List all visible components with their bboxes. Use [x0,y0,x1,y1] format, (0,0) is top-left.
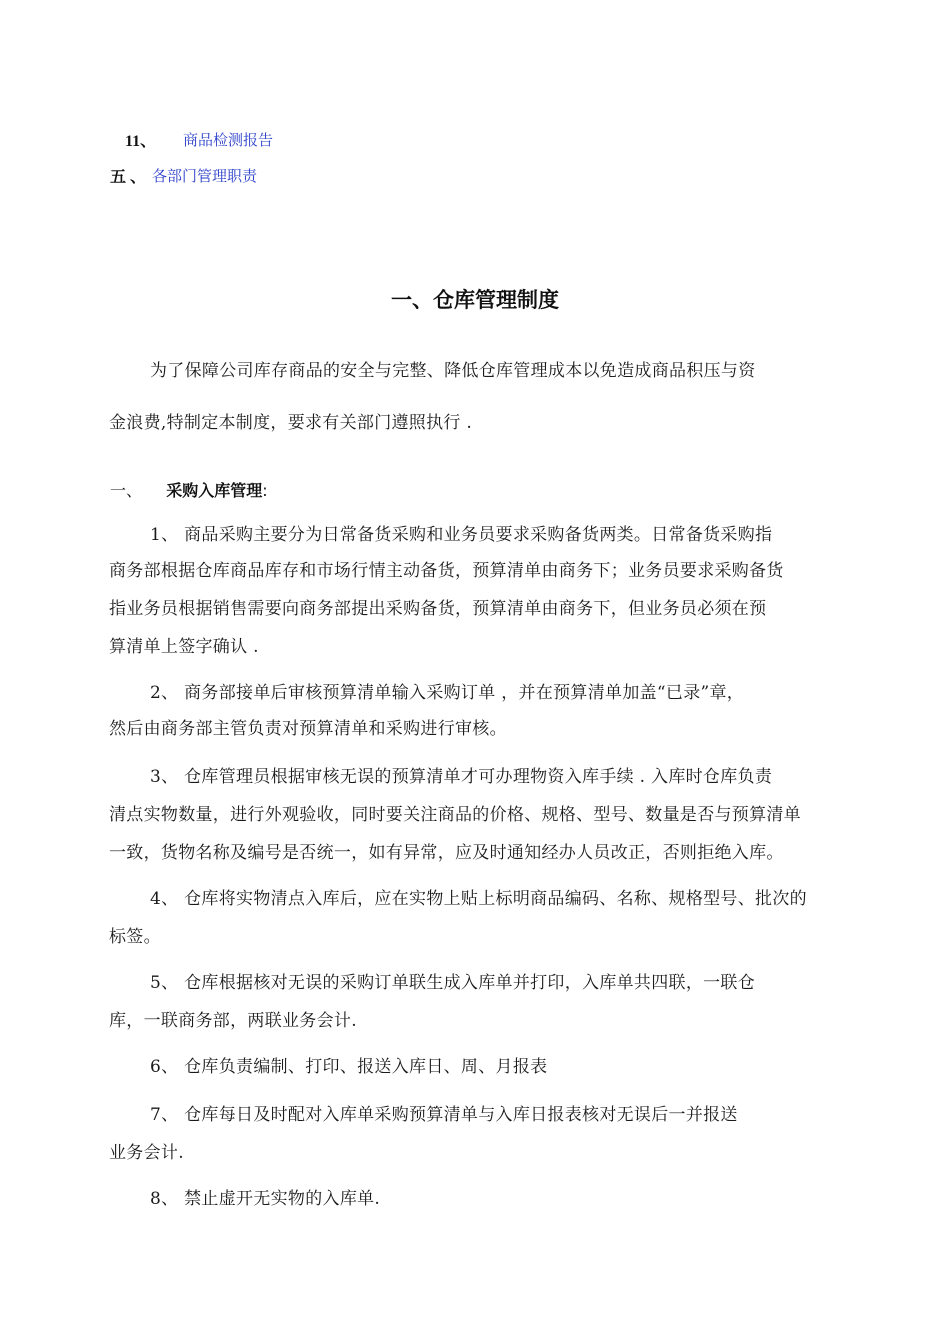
page-title: 一、仓库管理制度 [391,288,559,312]
toc-item-number: 五 、 [110,169,147,186]
paragraph-line: 一致，货物名称及编号是否统一，如有异常，应及时通知经办人员改正，否则拒绝入库。 [109,843,784,863]
paragraph-line: 指业务员根据销售需要向商务部提出采购备货，预算清单由商务下，但业务员必须在预 [109,599,767,619]
section-heading [110,478,268,501]
paragraph-line: 3、 仓库管理员根据审核无误的预算清单才可办理物资入库手续 . 入库时仓库负责 [150,767,773,787]
paragraph-line: 业务会计. [109,1143,184,1163]
paragraph-line: 8、 禁止虚开无实物的入库单. [150,1189,381,1209]
toc-link-inspection-report[interactable]: 商品检测报告 [183,131,274,149]
intro-line: 为了保障公司库存商品的安全与完整、降低仓库管理成本以免造成商品积压与资 [150,361,756,381]
paragraph-line: 商务部根据仓库商品库存和市场行情主动备货，预算清单由商务下；业务员要求采购备货 [109,561,784,581]
section-title: 采购入库管理 [166,481,263,500]
paragraph-line: 4、 仓库将实物清点入库后，应在实物上贴上标明商品编码、名称、规格型号、批次的 [150,889,807,909]
paragraph-line: 清点实物数量，进行外观验收，同时要关注商品的价格、规格、型号、数量是否与预算清单 [109,805,801,825]
intro-line: 金浪费,特制定本制度，要求有关部门遵照执行 . [109,413,473,433]
paragraph-line: 库，一联商务部，两联业务会计. [109,1011,357,1031]
section-colon: : [262,481,268,500]
paragraph-line: 5、 仓库根据核对无误的采购订单联生成入库单并打印，入库单共四联，一联仓 [150,973,756,993]
paragraph-line: 然后由商务部主管负责对预算清单和采购进行审核。 [109,719,507,739]
paragraph-line: 7、 仓库每日及时配对入库单采购预算清单与入库日报表核对无误后一并报送 [150,1105,738,1125]
toc-item-number: 11、 [125,133,157,150]
paragraph-line: 1、 商品采购主要分为日常备货采购和业务员要求采购备货两类。日常备货采购指 [150,525,773,545]
paragraph-line: 6、 仓库负责编制、打印、报送入库日、周、月报表 [150,1057,548,1077]
toc-link-department-duties[interactable]: 各部门管理职责 [152,167,258,185]
paragraph-line: 算清单上签字确认 . [109,637,259,657]
paragraph-line: 2、 商务部接单后审核预算清单输入采购订单 ，并在预算清单加盖“已录”章， [150,683,745,703]
section-number: 一、 [110,481,143,500]
paragraph-line: 标签。 [109,927,161,947]
